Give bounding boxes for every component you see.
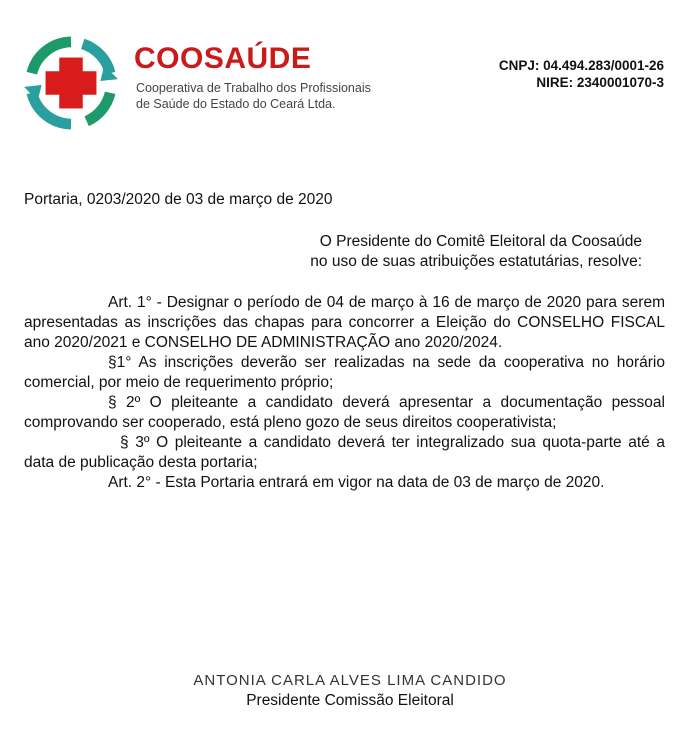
- brand-name: COOSAÚDE: [134, 42, 312, 75]
- paragraph-3: § 3º O pleiteante a candidato deverá ter integralizado sua quota-parte até a data de publicação desta portaria;: [24, 434, 665, 471]
- preamble-line-2: no uso de suas atribuições estatutárias, resolve:: [310, 253, 642, 270]
- brand-tagline-line-2: de Saúde do Estado do Ceará Ltda.: [136, 97, 336, 111]
- portaria-date-line: Portaria, 0203/2020 de 03 de março de 2020: [24, 191, 333, 208]
- brand-tagline-line-1: Cooperativa de Trabalho dos Profissionais: [136, 81, 371, 95]
- document-body: [24, 293, 665, 493]
- paragraph-1: §1° As inscrições deverão ser realizadas na sede da cooperativa no horário comercial, por meio de requerimento próprio;: [24, 354, 665, 391]
- cnpj-number: CNPJ: 04.494.283/0001-26: [498, 58, 664, 73]
- registration-block: [499, 57, 664, 91]
- brand-tagline: [136, 80, 371, 112]
- signatory-name: ANTONIA CARLA ALVES LIMA CANDIDO: [193, 672, 507, 689]
- signatory-role: Presidente Comissão Eleitoral: [246, 692, 454, 709]
- preamble: [24, 232, 642, 272]
- preamble-line-1: O Presidente do Comitê Eleitoral da Coosaúde: [319, 233, 642, 250]
- nire-number: NIRE: 2340001070-3: [536, 75, 664, 90]
- paragraph-2: § 2º O pleiteante a candidato deverá apresentar a documentação pessoal comprovando ser cooperado, está pleno gozo de seus direitos cooperativista;: [24, 394, 665, 431]
- article-2: Art. 2° - Esta Portaria entrará em vigor na data de 03 de março de 2020.: [108, 474, 605, 491]
- article-1: Art. 1° - Designar o período de 04 de março à 16 de março de 2020 para serem apresentadas as inscrições das chapas para concorrer a Eleição do CONSELHO FISCAL ano 2020/2021 e CONSELHO DE ADMINISTRAÇÃO ano 2020/2024.: [24, 294, 665, 351]
- coosaude-logo-icon: [22, 36, 120, 130]
